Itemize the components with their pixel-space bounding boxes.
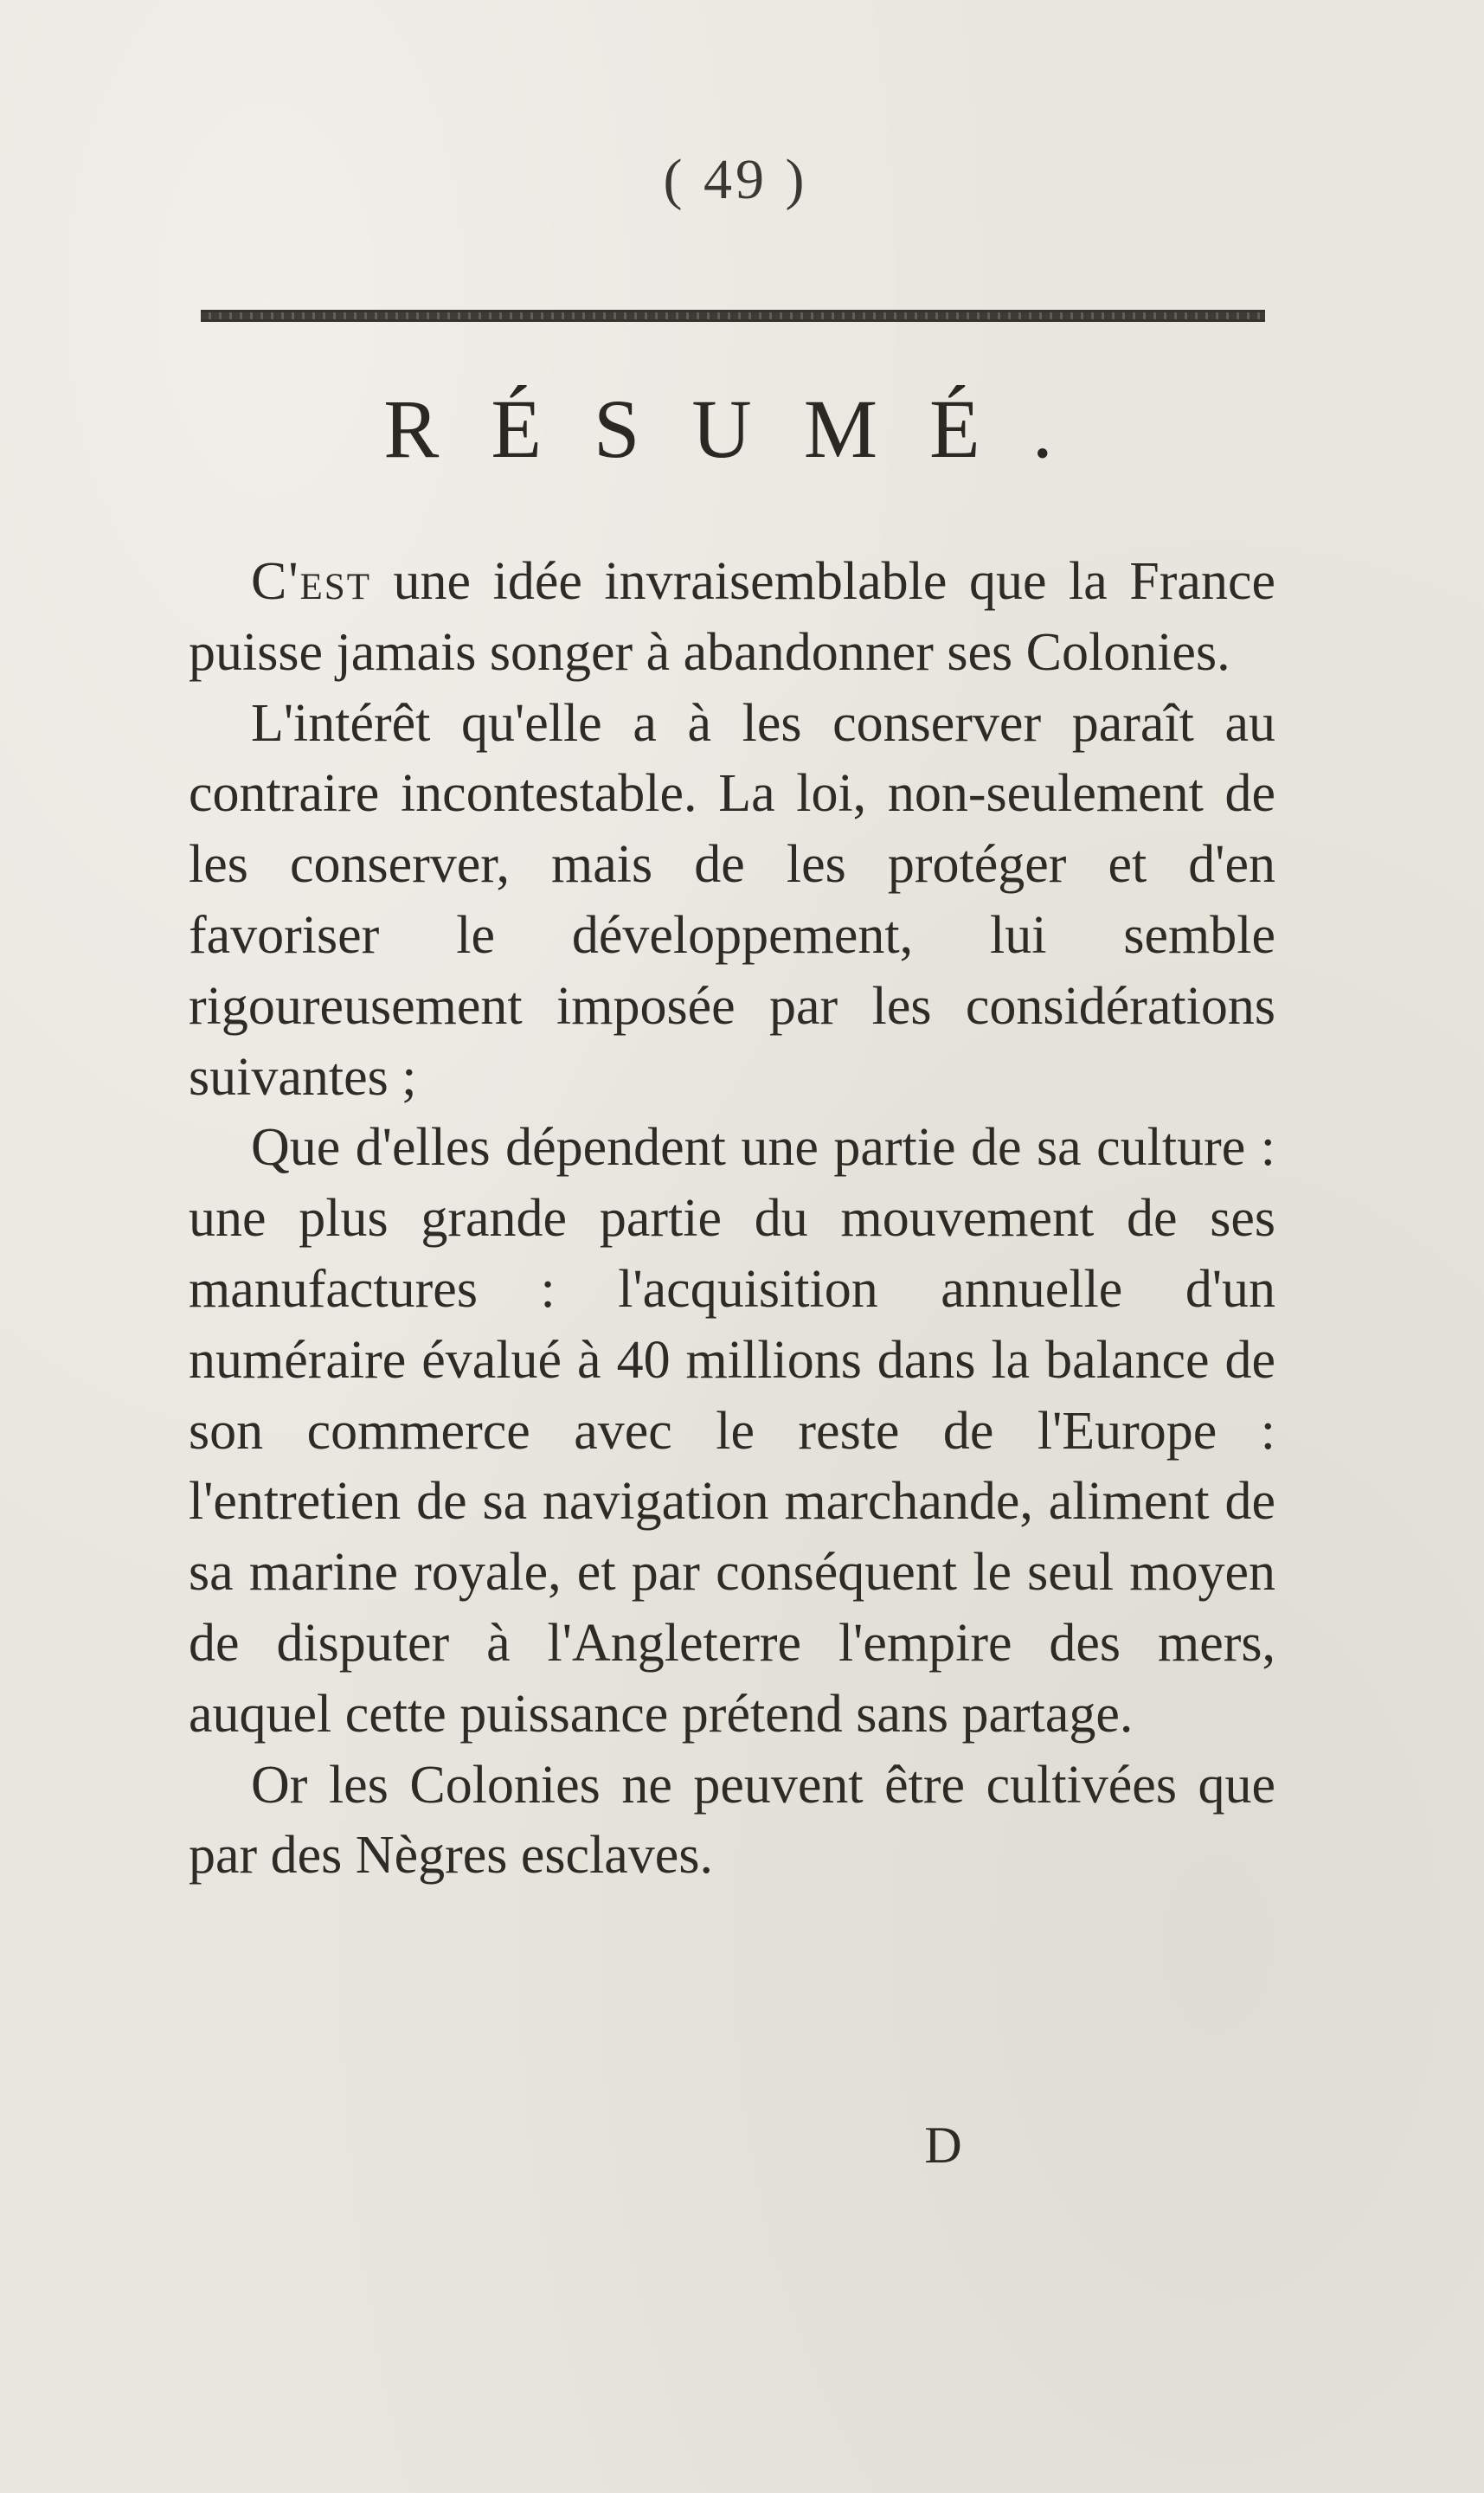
paragraph-lead-word: C'est — [251, 552, 371, 611]
ornamental-rule — [201, 310, 1265, 322]
signature-mark: D — [924, 2117, 962, 2174]
paragraph-4: Or les Colonies ne peuvent être cultivées que par des Nègres esclaves. — [189, 1755, 1275, 1886]
section-heading: RÉSUMÉ. — [383, 382, 1105, 475]
paragraph-3: Que d'elles dépendent une partie de sa culture : une plus grande partie du mouvement de ses manufactures : l'acquisition annuelle d'un numéraire évalué à 40 millions dans la balance de son commerce avec le reste de l'Europe : l'entretien de sa navigation marchande, aliment de sa marine royale, et par conséquent le seul moyen de disputer à l'Angleterre l'empire des mers, auquel cette puissance prétend sans partage. — [189, 1118, 1275, 1744]
paragraph-1-text: une idée invraisemblable que la France puisse jamais songer à abandonner ses Colonies. — [189, 552, 1275, 682]
page-number: ( 49 ) — [663, 148, 808, 211]
paragraph-2: L'intérêt qu'elle a à les conserver paraît au contraire incontestable. La loi, non-seulement de les conserver, mais de les protéger et d'en favoriser le développement, lui semble rigoureusement imposée par les considérations suivantes ; — [189, 693, 1275, 1107]
paragraph-1 — [189, 547, 1275, 689]
body-text — [189, 547, 1275, 1892]
